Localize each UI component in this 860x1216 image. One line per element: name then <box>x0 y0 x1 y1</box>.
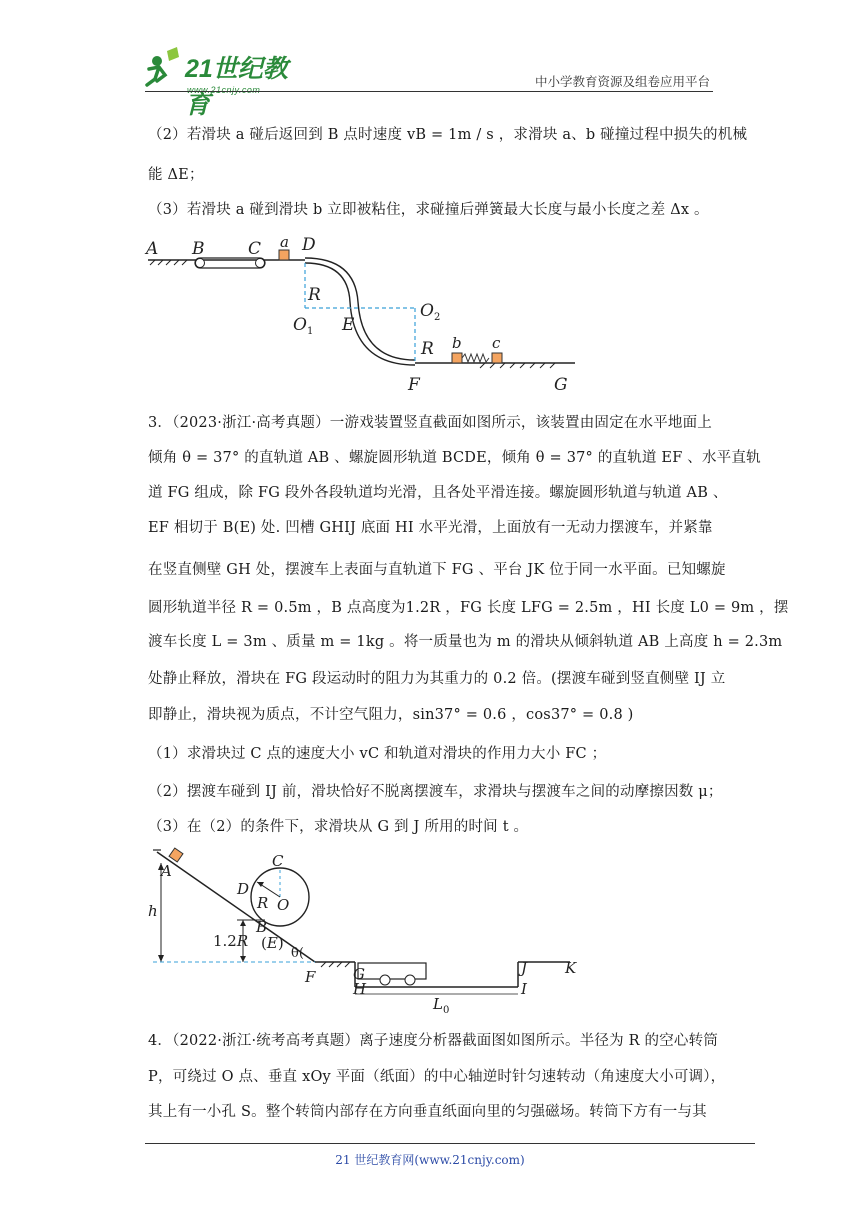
label-F: F <box>408 375 420 395</box>
q3-line-2: 倾角 θ = 37° 的直轨道 AB 、螺旋圆形轨道 BCDE，倾角 θ = 37° 的直轨道 EF 、水平直轨 <box>148 450 761 466</box>
q2-part2-line2: 能 ΔE； <box>148 167 204 183</box>
label-O2: $O_2$ <box>420 301 441 323</box>
label-B: B <box>256 918 268 936</box>
q2-part2-line1: （2）若滑块 a 碰后返回到 B 点时速度 vB = 1m / s ，求滑块 a、b 碰撞过程中损失的机械 <box>148 127 748 143</box>
q3-line-5: 在竖直侧壁 GH 处，摆渡车上表面与直轨道下 FG 、平台 JK 位于同一水平面。已知螺旋 <box>148 562 726 578</box>
label-F: F <box>305 968 316 986</box>
label-c: c <box>492 334 501 352</box>
label-a: a <box>280 233 289 251</box>
q3-line-4: EF 相切于 B(E) 处. 凹槽 GHIJ 底面 HI 水平光滑，上面放有一无动力摆渡车，并紧靠 <box>148 520 713 536</box>
label-C: C <box>248 239 262 259</box>
q3-line-1: 3．（2023·浙江·高考真题）一游戏装置竖直截面如图所示，该装置由固定在水平地面上 <box>148 415 712 431</box>
q4-line-3: 其上有一小孔 S。整个转筒内部存在方向垂直纸面向里的匀强磁场。转筒下方有一与其 <box>148 1104 707 1120</box>
label-1.2R: 1.2R <box>213 932 249 950</box>
label-D: D <box>237 880 250 898</box>
label-C: C <box>272 852 284 870</box>
label-R1: R <box>308 285 321 305</box>
label-B: B <box>192 239 205 259</box>
label-I: I <box>521 980 527 997</box>
q4-line-2: P，可绕过 O 点、垂直 xOy 平面（纸面）的中心轴逆时针匀速转动（角速度大小可调）， <box>148 1069 726 1085</box>
label-D: D <box>302 235 316 255</box>
logo-url: www.21cnjy.com <box>187 85 261 95</box>
q3-sub3: （3）在（2）的条件下，求滑块从 G 到 J 所用的时间 t 。 <box>148 819 529 835</box>
label-O1: $O_1$ <box>293 315 314 337</box>
label-G: G <box>554 375 568 395</box>
figure-2-game-track <box>145 842 585 997</box>
label-h: h <box>148 902 158 920</box>
label-E: (E) <box>261 934 284 952</box>
platform-name: 中小学教育资源及组卷应用平台 <box>534 74 710 89</box>
label-L0: $L_0$ <box>433 995 450 1016</box>
q4-line-1: 4．（2022·浙江·统考高考真题）离子速度分析器截面图如图所示。半径为 R 的空心转筒 <box>148 1033 719 1049</box>
label-A: A <box>146 239 159 259</box>
q3-line-8: 处静止释放，滑块在 FG 段运动时的阻力为其重力的 0.2 倍。(摆渡车碰到竖直侧壁 IJ 立 <box>148 671 726 687</box>
header-divider <box>145 91 713 92</box>
label-E: E <box>342 315 355 335</box>
q3-sub2: （2）摆渡车碰到 IJ 前，滑块恰好不脱离摆渡车，求滑块与摆渡车之间的动摩擦因数 μ； <box>148 784 723 800</box>
q3-line-3: 道 FG 组成，除 FG 段外各段轨道均光滑，且各处平滑连接。螺旋圆形轨道与轨道 AB 、 <box>148 485 728 501</box>
q3-line-7: 渡车长度 L = 3m 、质量 m = 1kg 。将一质量也为 m 的滑块从倾斜轨道 AB 上高度 h = 2.3m <box>148 634 783 650</box>
footer-text: 21 世纪教育网(www.21cnjy.com) <box>335 1153 525 1167</box>
site-logo <box>143 45 303 119</box>
figure-1-track-diagram <box>140 232 590 397</box>
label-R: R <box>257 894 269 912</box>
label-J: J <box>521 959 528 977</box>
label-R2: R <box>421 339 434 359</box>
q2-part3: （3）若滑块 a 碰到滑块 b 立即被粘住，求碰撞后弹簧最大长度与最小长度之差 Δx 。 <box>148 202 709 218</box>
label-K: K <box>565 959 577 977</box>
logo-wordmark: 21世纪教育 <box>185 55 288 119</box>
label-theta: θ( <box>291 946 304 961</box>
label-O: O <box>277 896 290 914</box>
q3-sub1: （1）求滑块过 C 点的速度大小 vC 和轨道对滑块的作用力大小 FC ； <box>148 746 607 762</box>
label-H: H <box>353 980 367 997</box>
label-A: A <box>161 862 172 880</box>
label-b: b <box>452 334 462 352</box>
q3-line-9: 即静止，滑块视为质点，不计空气阻力，sin37° = 0.6 ，cos37° = 0.8 ) <box>148 707 634 723</box>
footer-divider <box>145 1143 755 1144</box>
label-G: G <box>353 965 365 983</box>
q3-line-6: 圆形轨道半径 R = 0.5m ，B 点高度为1.2R ，FG 长度 LFG = 2.5m ，HI 长度 L0 = 9m ，摆 <box>148 600 789 616</box>
